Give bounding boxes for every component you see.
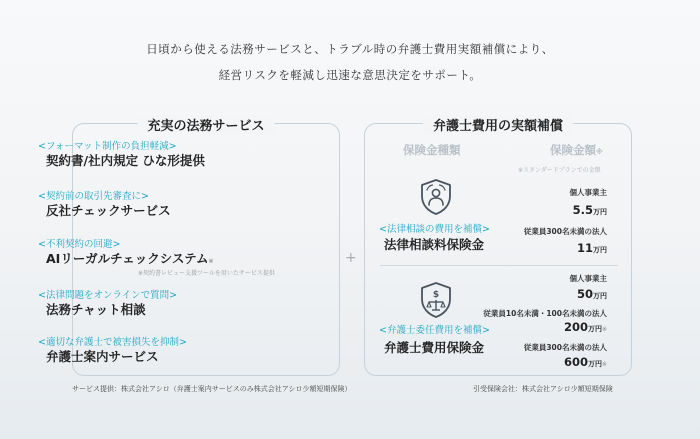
svg-text:$: $ — [432, 290, 440, 300]
service-name: 反社チェックサービス — [46, 203, 171, 218]
service-name: 契約書/社内規定 ひな形提供 — [46, 153, 205, 168]
service-item — [38, 289, 177, 318]
service-name: 法務チャット相談 — [46, 302, 146, 317]
price-label: 従業員300名未満の法人 — [523, 343, 607, 352]
price-unit: 万円 — [593, 292, 607, 300]
intro-text — [0, 36, 700, 88]
price-label: 従業員10名未満・100名未満の法人 — [483, 309, 607, 318]
price-mark: ※ — [601, 326, 607, 333]
service-category: <不利契約の回避> — [38, 239, 121, 250]
plan-category: <弁護士委任費用を補償> — [379, 325, 490, 336]
service-name: AIリーガルチェックシステム — [46, 251, 209, 266]
service-item — [38, 140, 205, 169]
price-value — [573, 203, 607, 217]
price-label: 個人事業主 — [569, 188, 607, 197]
service-category: <契約前の取引先審査に> — [38, 191, 149, 202]
insurer-footer: 引受保険会社：株式会社アシロ少額短期保険 — [473, 385, 613, 393]
price-mark: ※ — [601, 361, 607, 368]
price-unit: 万円 — [587, 325, 602, 333]
service-provider-footer: サービス提供：株式会社アシロ（弁護士案内サービスのみ株式会社アシロ少額短期保険） — [72, 385, 352, 393]
plus-sign: + — [345, 250, 357, 266]
insurance-amount-mark: ※ — [596, 148, 603, 156]
plan-name: 弁護士費用保険金 — [384, 340, 485, 355]
insurance-amount-header-text: 保険金額 — [550, 143, 596, 157]
shield-person-icon — [416, 177, 456, 217]
price-value — [577, 241, 607, 255]
price-value — [564, 320, 607, 334]
price-unit: 万円 — [593, 246, 607, 254]
insurance-amount-header — [550, 142, 603, 158]
price-number: 200 — [563, 320, 588, 334]
intro-line-1: 日頃から使える法務サービスと、トラブル時の弁護士費用実額補償により、 — [146, 42, 554, 56]
insurance-type-header: 保険金種類 — [403, 143, 461, 157]
service-item — [38, 336, 187, 365]
price-unit: 万円 — [587, 360, 602, 368]
service-category: <法律問題をオンラインで質問> — [38, 290, 178, 301]
insurance-title: 弁護士費用の実額補償 — [423, 115, 573, 134]
service-item — [38, 190, 171, 219]
price-label: 個人事業主 — [569, 274, 607, 283]
service-category: <適切な弁護士で被害損失を抑制> — [38, 337, 187, 348]
intro-line-2: 経営リスクを軽減し迅速な意思決定をサポート。 — [218, 68, 482, 82]
price-note: ※スタンダードプランでの金額 — [518, 167, 601, 174]
price-label: 従業員300名未満の法人 — [523, 227, 607, 236]
service-category: <フォーマット制作の負担軽減> — [38, 141, 177, 152]
price-number: 50 — [576, 287, 593, 301]
plan-divider — [380, 265, 618, 266]
price-unit: 万円 — [593, 208, 607, 216]
service-note: ※契約書レビュー支援ツールを用いたサービス提供 — [138, 270, 275, 277]
price-number: 5.5 — [572, 203, 593, 217]
service-item — [38, 238, 275, 277]
plan-category: <法律相談の費用を補償> — [379, 224, 490, 235]
service-note-mark: ※ — [208, 258, 214, 265]
price-value — [577, 287, 607, 301]
plan-name: 法律相談料保険金 — [384, 237, 485, 252]
price-value — [564, 355, 607, 369]
shield-dollar-scale-icon — [416, 280, 456, 320]
service-name: 弁護士案内サービス — [46, 349, 159, 364]
price-number: 600 — [563, 355, 588, 369]
price-number: 11 — [576, 241, 593, 255]
legal-services-title: 充実の法務サービス — [137, 115, 274, 134]
